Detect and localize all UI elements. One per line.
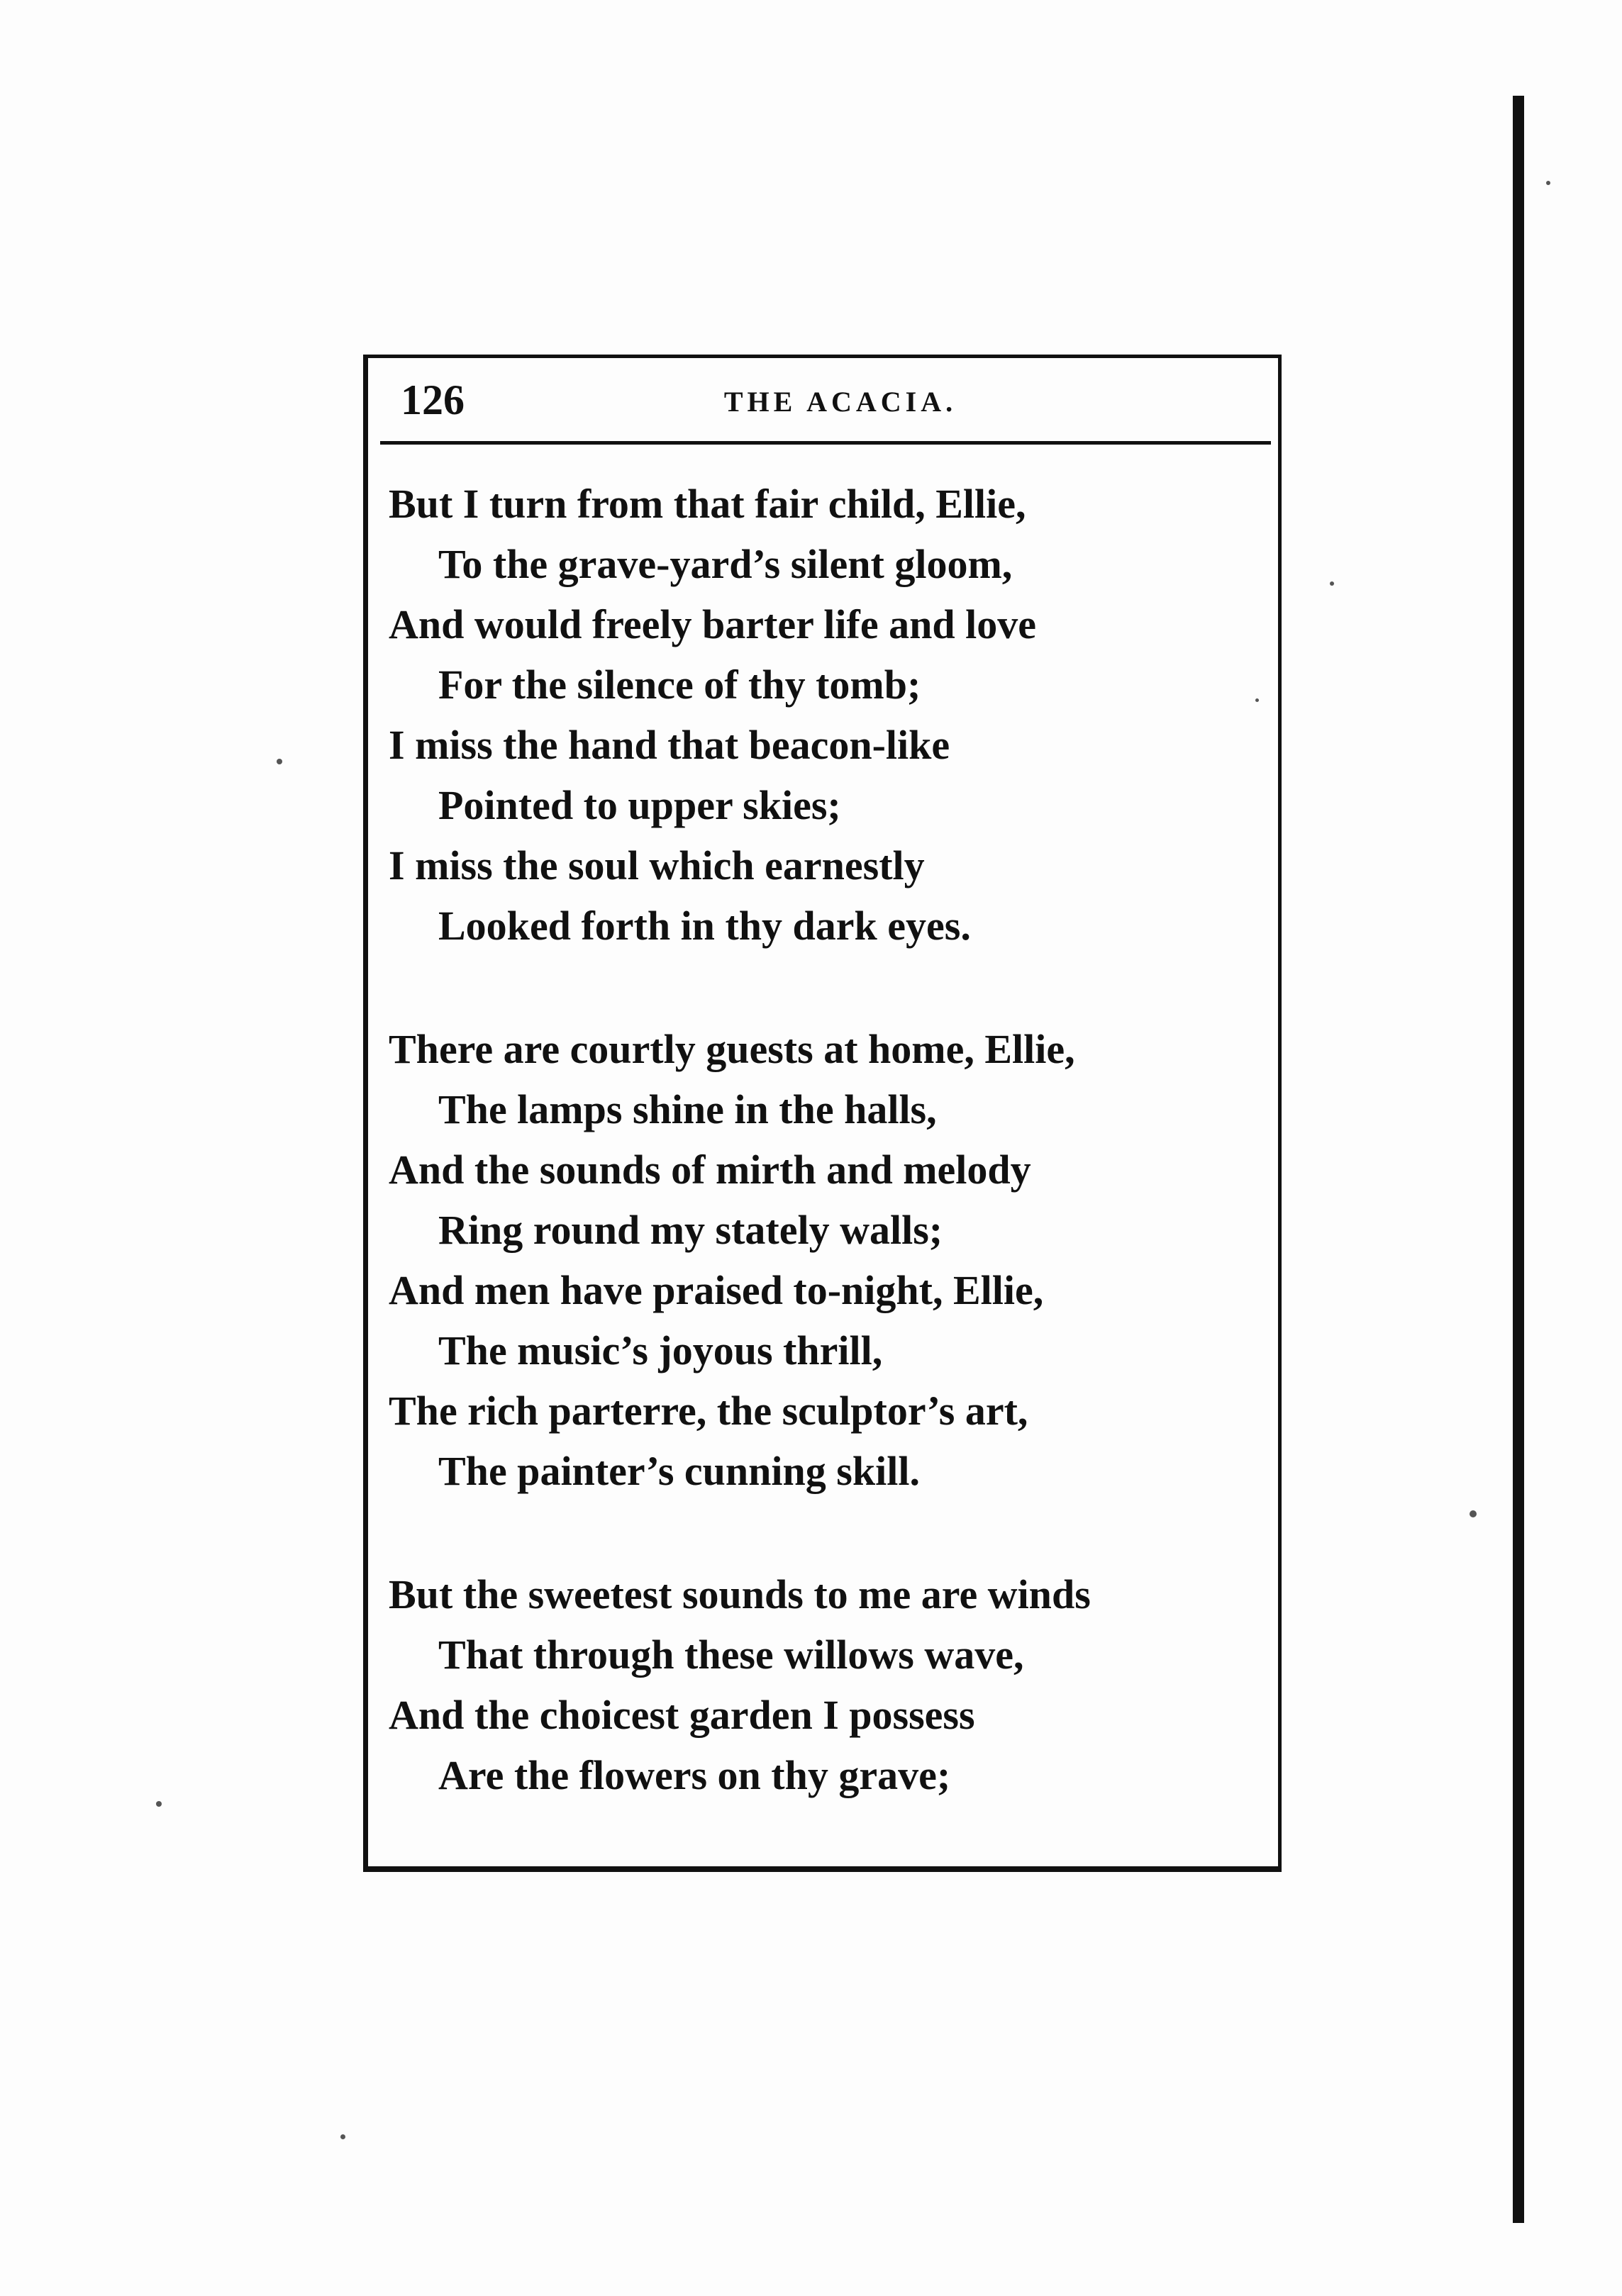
- poem-line: The rich parterre, the sculptor’s art,: [389, 1388, 1028, 1434]
- poem-line: And the choicest garden I possess: [389, 1692, 975, 1738]
- poem-line: I miss the soul which earnestly: [389, 842, 925, 888]
- speck: [1330, 581, 1334, 586]
- poem-line: And men have praised to-night, Ellie,: [389, 1267, 1044, 1313]
- poem-line: The painter’s cunning skill.: [438, 1448, 920, 1494]
- poem-line: There are courtly guests at home, Ellie,: [389, 1026, 1075, 1072]
- speck: [1255, 698, 1259, 702]
- page-header: [387, 372, 1266, 429]
- stanza: [389, 474, 1268, 956]
- poem-line: The lamps shine in the halls,: [438, 1086, 937, 1132]
- poem-body: [389, 474, 1268, 1868]
- speck: [1470, 1510, 1477, 1517]
- running-title: THE ACACIA.: [723, 386, 957, 418]
- speck: [156, 1801, 162, 1807]
- poem-line: Pointed to upper skies;: [438, 782, 841, 828]
- poem-line: But I turn from that fair child, Ellie,: [389, 481, 1026, 527]
- poem-line: But the sweetest sounds to me are winds: [389, 1571, 1091, 1617]
- poem-line: And would freely barter life and love: [389, 601, 1036, 647]
- speck: [277, 759, 282, 764]
- stanza: [389, 1564, 1268, 1805]
- poem-line: The music’s joyous thrill,: [438, 1327, 883, 1373]
- page-edge-bar: [1513, 96, 1524, 2223]
- speck: [1546, 181, 1550, 185]
- header-rule: [380, 441, 1271, 445]
- stanza: [389, 1019, 1268, 1501]
- poem-line: I miss the hand that beacon-like: [389, 722, 950, 768]
- poem-line: Ring round my stately walls;: [438, 1207, 943, 1253]
- speck: [340, 2134, 345, 2139]
- poem-line: To the grave-yard’s silent gloom,: [438, 541, 1013, 587]
- poem-line: Looked forth in thy dark eyes.: [438, 903, 971, 949]
- page-number: 126: [401, 377, 465, 423]
- poem-line: For the silence of thy tomb;: [438, 662, 921, 708]
- poem-line: Are the flowers on thy grave;: [438, 1752, 951, 1798]
- poem-line: And the sounds of mirth and melody: [389, 1147, 1031, 1193]
- poem-line: That through these willows wave,: [438, 1632, 1024, 1678]
